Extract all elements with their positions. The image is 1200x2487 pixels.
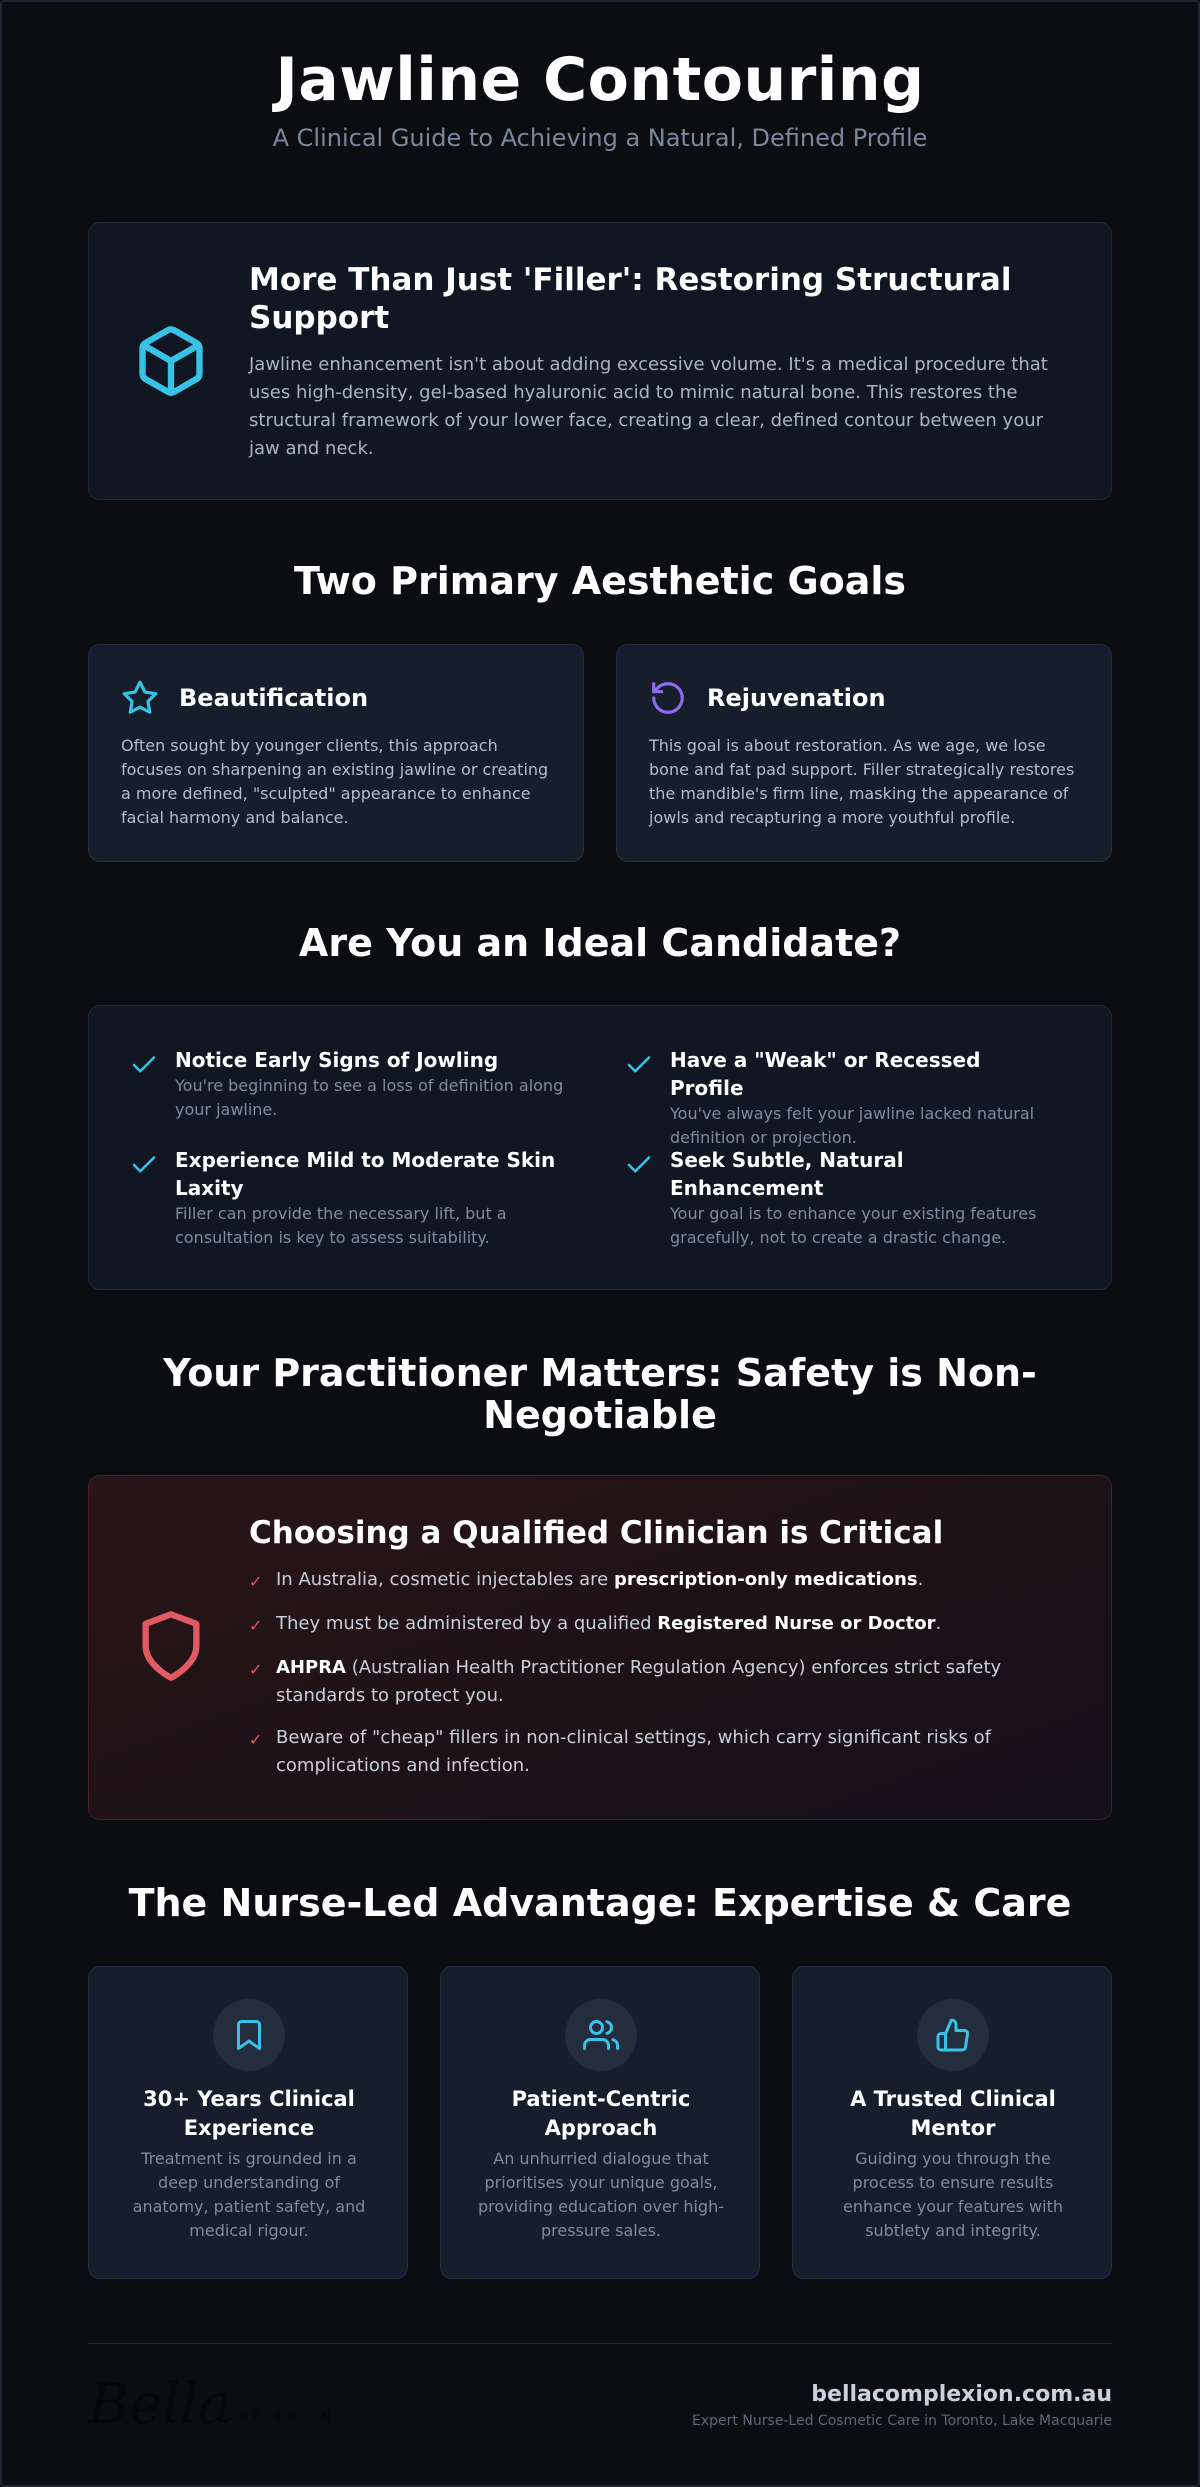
candidate-body: Your goal is to enhance your existing features gracefully, not to create a drastic change.	[670, 1204, 1037, 1247]
bookmark-icon	[213, 1999, 285, 2071]
users-icon	[565, 1999, 637, 2071]
goal-body: Often sought by younger clients, this approach focuses on sharpening an existing jawline or creating a more defined, "sculpted" appearance to enhance facial harmony and balance.	[121, 736, 549, 827]
advantage-card	[792, 1966, 1112, 2279]
page-subtitle: A Clinical Guide to Achieving a Natural, Defined Profile	[272, 124, 928, 152]
advantage-heading: 30+ Years Clinical Experience	[143, 2087, 355, 2140]
check-icon	[624, 1050, 654, 1080]
advantage-title: The Nurse-Led Advantage: Expertise & Care	[128, 1881, 1072, 1925]
thumbs-up-icon	[917, 1999, 989, 2071]
advantage-body: Guiding you through the process to ensure results enhance your features with subtlety and integrity.	[843, 2149, 1063, 2240]
footer-divider	[88, 2343, 1112, 2344]
footer-info	[692, 2382, 1112, 2429]
intro-heading: More Than Just 'Filler': Restoring Structural Support	[249, 262, 1012, 336]
check-icon	[129, 1150, 159, 1180]
advantage-heading: Patient-Centric Approach	[511, 2087, 691, 2140]
candidate-item	[624, 1146, 1060, 1250]
candidate-heading: Notice Early Signs of Jowling	[175, 1048, 499, 1072]
candidate-card	[88, 1005, 1112, 1290]
intro-body: Jawline enhancement isn't about adding excessive volume. It's a medical procedure that uses high-density, gel-based hyaluronic acid to mimic natural bone. This restores the structural framework of your lower face, creating a clear, defined contour between your jaw and neck.	[249, 354, 1048, 459]
check-mark-icon: ✓	[249, 1730, 263, 1749]
candidate-item	[129, 1046, 565, 1122]
check-mark-icon: ✓	[249, 1616, 263, 1635]
safety-heading: Choosing a Qualified Clinician is Critical	[249, 1515, 944, 1551]
hero	[0, 40, 1200, 152]
safety-bullet: ✓ Beware of "cheap" fillers in non-clinical settings, which carry significant risks of complications and infection.	[249, 1724, 1069, 1780]
check-icon	[624, 1150, 654, 1180]
advantage-heading: A Trusted Clinical Mentor	[850, 2087, 1056, 2140]
website-link[interactable]: bellacomplexion.com.au	[811, 2382, 1112, 2407]
brand-logo: Bella COMPLEXION	[88, 2372, 336, 2437]
candidate-body: Filler can provide the necessary lift, but a consultation is key to assess suitability.	[175, 1204, 507, 1247]
candidate-item	[129, 1146, 565, 1250]
check-mark-icon: ✓	[249, 1572, 263, 1591]
advantage-card	[440, 1966, 760, 2279]
advantage-body: Treatment is grounded in a deep understanding of anatomy, patient safety, and medical rigour.	[132, 2149, 366, 2240]
goal-card-rejuvenation	[616, 644, 1112, 862]
goal-card-beautification	[88, 644, 584, 862]
check-mark-icon: ✓	[249, 1660, 263, 1679]
advantage-body: An unhurried dialogue that prioritises your unique goals, providing education over high-pressure sales.	[478, 2149, 724, 2240]
safety-bullet: ✓ They must be administered by a qualified Registered Nurse or Doctor.	[249, 1610, 1069, 1640]
goal-label: Rejuvenation	[707, 684, 886, 712]
rotate-ccw-icon	[649, 679, 687, 717]
safety-bullet: ✓ In Australia, cosmetic injectables are prescription-only medications.	[249, 1566, 1069, 1596]
goals-title: Two Primary Aesthetic Goals	[293, 559, 907, 603]
candidate-body: You're beginning to see a loss of definition along your jawline.	[175, 1076, 564, 1119]
page-title: Jawline Contouring	[275, 45, 925, 115]
check-icon	[129, 1050, 159, 1080]
candidate-heading: Experience Mild to Moderate Skin Laxity	[175, 1148, 556, 1200]
safety-card	[88, 1475, 1112, 1820]
candidate-heading: Seek Subtle, Natural Enhancement	[670, 1148, 904, 1200]
candidate-heading: Have a "Weak" or Recessed Profile	[670, 1048, 981, 1100]
safety-title: Your Practitioner Matters: Safety is Non-Negotiable	[163, 1351, 1037, 1437]
safety-list	[249, 1566, 1069, 1780]
advantage-card	[88, 1966, 408, 2279]
candidate-item	[624, 1046, 1060, 1150]
candidate-title: Are You an Ideal Candidate?	[298, 921, 902, 965]
candidate-body: You've always felt your jawline lacked natural definition or projection.	[670, 1104, 1035, 1147]
shield-icon	[133, 1608, 209, 1684]
star-icon	[121, 679, 159, 717]
cube-icon	[133, 323, 209, 399]
goal-label: Beautification	[179, 684, 369, 712]
safety-bullet: ✓ AHPRA (Australian Health Practitioner Regulation Agency) enforces strict safety standards to protect you.	[249, 1654, 1069, 1710]
intro-card	[88, 222, 1112, 500]
goal-body: This goal is about restoration. As we age, we lose bone and fat pad support. Filler strategically restores the mandible's firm line, masking the appearance of jowls and recapturing a more youthful profile.	[649, 736, 1075, 827]
footer-tagline: Expert Nurse-Led Cosmetic Care in Toronto, Lake Macquarie	[692, 2413, 1112, 2429]
